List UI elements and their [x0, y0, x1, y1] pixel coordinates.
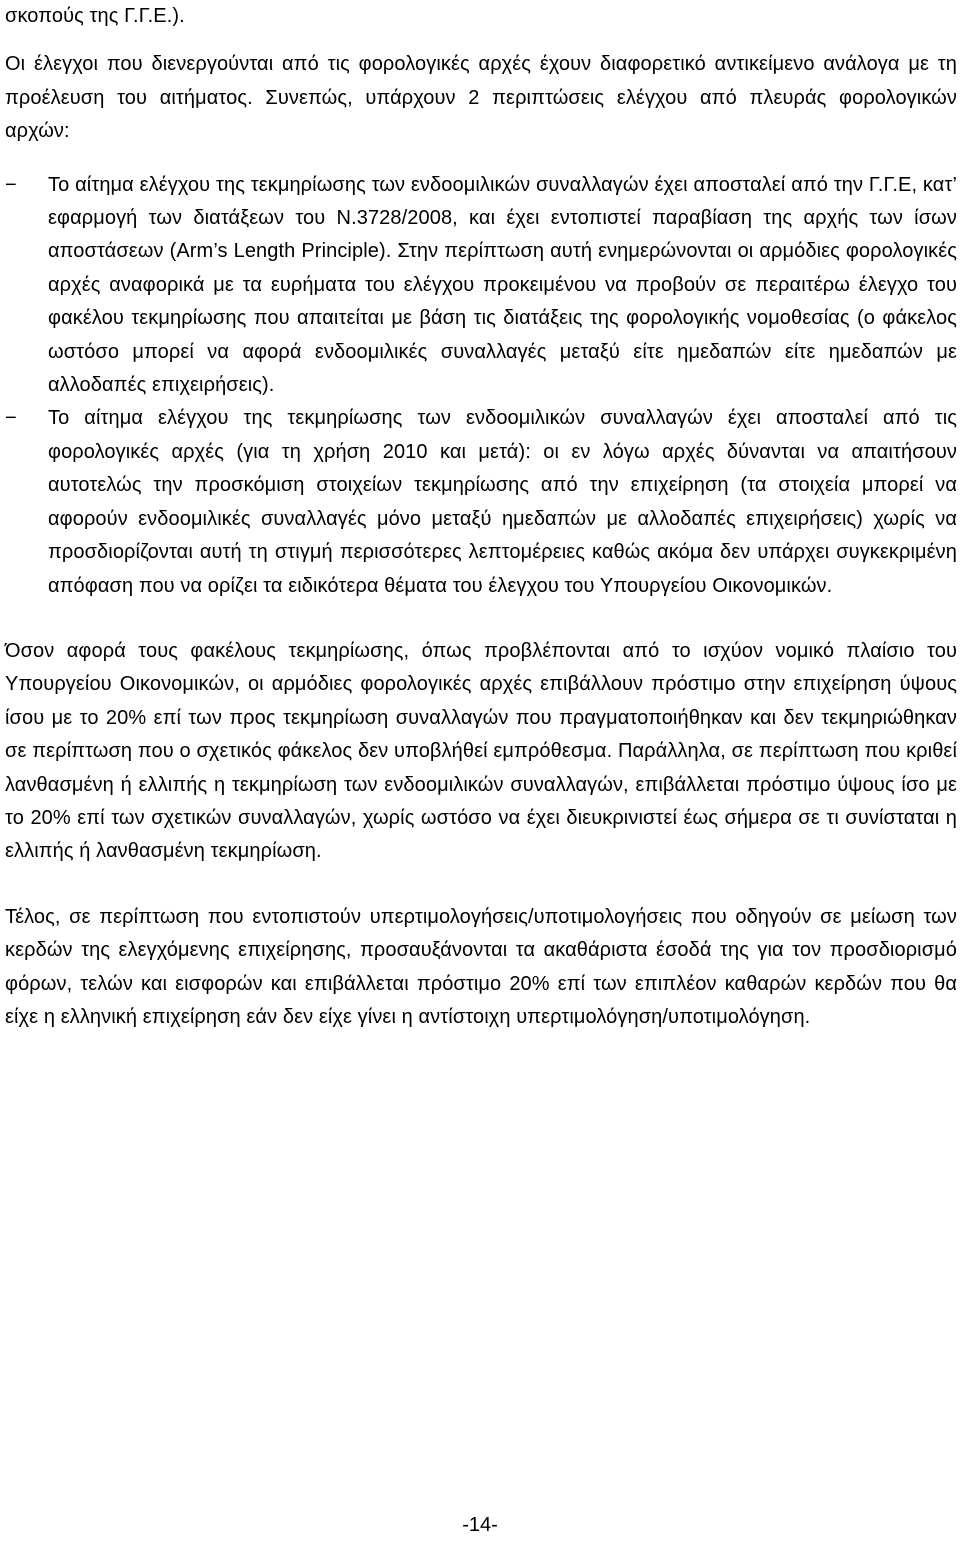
list-item: [5, 402, 957, 602]
spacer: [5, 149, 957, 169]
audit-cases-list: [5, 169, 957, 603]
list-item-text: Το αίτημα ελέγχου της τεκμηρίωσης των ενδοομιλικών συναλλαγών έχει αποσταλεί από τις φορολογικές αρχές (για τη χρήση 2010 και μετά): οι εν λόγω αρχές δύνανται να απαιτήσουν αυτοτελώς την προσκόμιση στοιχείων τεκμηρίωσης από την επιχείρηση (τα στοιχεία μπορεί να αφορούν ενδοομιλικές συναλλαγές μόνο μεταξύ ημεδαπών με αλλοδαπές επιχειρήσεις) χωρίς να προσδιορίζονται αυτή τη στιγμή περισσότερες λεπτομέρειες καθώς ακόμα δεν υπάρχει συγκεκριμένη απόφαση που να ορίζει τα ειδικότερα θέματα του έλεγχου του Υπουργείου Οικονομικών.: [48, 407, 957, 597]
spacer: [5, 33, 957, 48]
list-item-text: Το αίτημα ελέγχου της τεκμηρίωσης των ενδοομιλικών συναλλαγών έχει αποσταλεί από την Γ.Γ.Ε, κατ’ εφαρμογή των διατάξεων του Ν.3728/2008, και έχει εντοπιστεί παραβίαση της αρχής των ίσων αποστάσεων (Arm’s Length Principle). Στην περίπτωση αυτή ενημερώνονται οι αρμόδιες φορολογικές αρχές αναφορικά με τα ευρήματα του ελέγχου προκειμένου να προβούν σε περαιτέρω έλεγχο του φακέλου τεκμηρίωσης που απαιτείται με βάση τις διατάξεις της φορολογικής νομοθεσίας (ο φάκελος ωστόσο μπορεί να αφορά ενδοομιλικές συναλλαγές μεταξύ είτε ημεδαπών είτε ημεδαπών με αλλοδαπές επιχειρήσεις).: [48, 173, 957, 397]
dash-bullet-icon: −: [5, 173, 17, 196]
penalties-paragraph: Όσον αφορά τους φακέλους τεκμηρίωσης, όπως προβλέπονται από το ισχύον νομικό πλαίσιο του Υπουργείου Οικονομικών, οι αρμόδιες φορολογικές αρχές επιβάλλουν πρόστιμο στην επιχείρηση ύψους ίσου με το 20% επί των προς τεκμηρίωση συναλλαγών που πραγματοποιήθηκαν και δεν τεκμηριώθηκαν σε περίπτωση που ο σχετικός φάκελος δεν υποβλήθεί εμπρόθεσμα. Παράλληλα, σε περίπτωση που κριθεί λανθασμένη ή ελλιπής η τεκμηρίωση των ενδοομιλικών συναλλαγών, επιβάλλεται πρόστιμο ύψους ίσο με το 20% επί των σχετικών συναλλαγών, χωρίς ωστόσο να έχει διευκρινιστεί έως σήμερα σε τι συνίσταται η ελλιπής ή λανθασμένη τεκμηρίωση.: [5, 639, 957, 863]
document-page: [5, 0, 957, 1034]
spacer: [5, 869, 957, 901]
page-number: -14-: [462, 1514, 498, 1536]
dash-bullet-icon: −: [5, 407, 17, 430]
list-item: [5, 169, 957, 403]
closing-paragraph: Τέλος, σε περίπτωση που εντοπιστούν υπερτιμολογήσεις/υποτιμολογήσεις που οδηγούν σε μείωση των κερδών της ελεγχόμενης επιχείρησης, προσαυξάνονται τα ακαθάριστα έσοδά της για τον προσδιορισμό φόρων, τελών και εισφορών και επιβάλλεται πρόστιμο 20% επί των επιπλέον καθαρών κερδών που θα είχε η ελληνική επιχείρηση εάν δεν είχε γίνει η αντίστοιχη υπερτιμολόγηση/υποτιμολόγηση.: [5, 905, 957, 1028]
continued-fragment: σκοπούς της Γ.Γ.Ε.).: [5, 5, 185, 27]
intro-paragraph: Οι έλεγχοι που διενεργούνται από τις φορολογικές αρχές έχουν διαφορετικό αντικείμενο ανάλογα με τη προέλευση του αιτήματος. Συνεπώς, υπάρχουν 2 περιπτώσεις ελέγχου από πλευράς φορολογικών αρχών:: [5, 53, 957, 143]
spacer: [5, 603, 957, 635]
